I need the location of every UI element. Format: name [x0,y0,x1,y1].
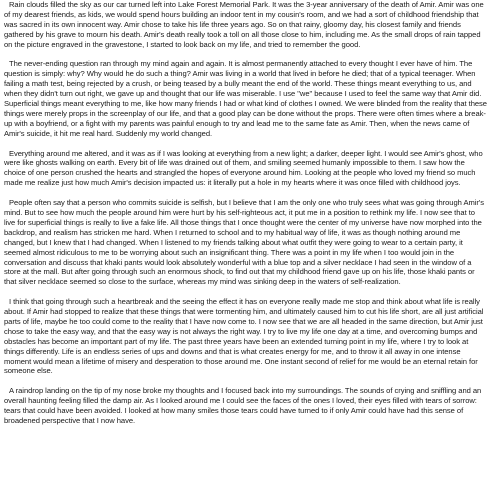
paragraph-raindrop: A raindrop landing on the tip of my nose broke my thoughts and I focused back into my surroundings. The sounds of crying and sniffling and an overall haunting feeling filled the damp air. As I looked around me I could see the faces of the ones I loved, their eyes filled with tears of sorrow: tears that could have been avoided. I looked at how many smiles those tears could have turned to if only Amir could have had this sense of broadened perspective that I now have. [4,386,482,425]
paragraph-what-life-is: I think that going through such a heartbreak and the seeing the effect it has on everyone really made me stop and think about what life is really about. If Amir had stopped to realize that these things that were tormenting him, and ultimately caused him to cut his life short, are all just artificial parts of life, maybe he too could come to the reality that I have now come to. I now see that we are all headed in the same direction, but Amir just chose to take the easy way, and that the easy way is not always the right way. I try to live my life one day at a time, and overcoming bumps and obstacles has become an important part of my life. The past three years have been an extended turning point in my life, where I try to look at things differently. Life is an endless series of ups and downs and that is what creates energy for me, and to throw it all away in one intense moment would mean a lifetime of misery and desperation to those around me. One instant second of relief for me would be an eternal retain for someone else. [4,297,484,376]
paragraph-anniversary: Rain clouds filled the sky as our car turned left into Lake Forest Memorial Park. It was the 3-year anniversary of the death of Amir. Amir was one of my dearest friends, as kids, we would spend hours building an indoor tent in my cousin's room, and we had a sort of childhood friendship that was sacred in its own innocent way. Amir chose to take his life three years ago. So on that rainy, gloomy day, his closest family and friends gathered by his grave to mourn his death. Amir's death really took a toll on all those close to him, including me. As the small drops of rain tapped on the picture engraved in the gravestone, I started to look back on my life, and tried to remember the good. [4,0,484,49]
paragraph-question-why: The never-ending question ran through my mind again and again. It is almost permanently attached to every thought I ever have of him. The question is simply: why? Why would he do such a thing? Amir was living in a world that lived in before he died; that of a typical teenager. When failing a math test, being rejected by a crush, or being teased by a bully meant the end of the world. These things meant everything to us, and when they didn't turn out right, we gave up and thought that our life was miserable. I use "we" because I used to feel the same way that Amir did. Superficial things meant everything to me, like how many friends I had or what kind of clothes I owned. We were blinded from the reality that these things were merely props in the screenplay of our life, and that a good play can be done without the props. There were often times where a break-up with a boyfriend, or a fight with my parents was painful enough to try and lead me to the same fate as Amir. Then, when the news came of Amir's suicide, it hit me real hard. Suddenly my world changed. [4,59,487,138]
paragraph-superficial-things: People often say that a person who commits suicide is selfish, but I believe that I am the only one who truly sees what was going through Amir's mind. But to see how much the people around him were hurt by his self-righteous act, it put me in a position to rethink my life. I now see that to live for superficial things is really to live a fake life. All those things that I once thought were the center of my universe have now morphed into the backdrop, and realism has stricken me hard. When I returned to school and to my habitual way of life, it was as though nothing around me changed, but I knew that I had changed. When I listened to my friends talking about what outfit they were going to wear to a certain party, it seemed almost ridiculous to me to be worrying about such an insignificant thing. There was a point in my life when I too would join in the conversation and discuss that khaki pants would look absolutely wonderful with a blue top and a silver necklace I had seen in the window of a store at the mall. But after going through such an enormous shock, to find out that my childhood friend gave up on his life, those khaki pants or that silver necklace seemed so close to the surface, whereas my mind was sinking deep in the waters of self-realization. [4,198,485,287]
paragraph-world-altered: Everything around me altered, and it was as if I was looking at everything from a new light; a darker, deeper light. I would see Amir's ghost, who were like ghosts walking on earth. Every bit of life was drained out of them, and smiling seemed humanly impossible to them. I saw how the choice of one person crushed the hearts and strangled the hopes of everyone around him. Looking at the people who loved my friend so much made me realize just how much Amir's decision impacted us: it literally put a hole in my hearts where it was once filled with childhood joys. [4,148,483,188]
